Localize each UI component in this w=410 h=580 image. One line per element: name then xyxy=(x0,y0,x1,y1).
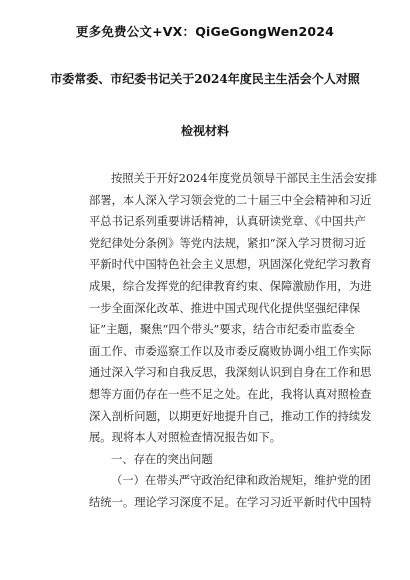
body-line: 结统一。理论学习深度不足。在学习习近平新时代中国特 xyxy=(89,495,372,509)
body-line: 党纪律处分条例》等党内法规，紧扣“深入学习贯彻习近 xyxy=(89,236,366,250)
body-line: 平新时代中国特色社会主义思想，巩固深化党纪学习教育 xyxy=(89,258,372,272)
body-line: 想等方面仍存在一些不足之处。在此，我将认真对照检查 xyxy=(89,387,372,401)
body-line: 成果，综合发挥党的纪律教育约束、保障激励作用，为进 xyxy=(89,279,372,293)
subsection-heading: （一）在带头严守政治纪律和政治规矩，维护党的团 xyxy=(111,474,371,488)
body-line: 按照关于开好2024年度党员领导干部民主生活会安排 xyxy=(111,172,377,185)
body-line: 平总书记系列重要讲话精神，认真研读党章、《中国共产 xyxy=(89,215,366,229)
body-line: 通过深入学习和自我反思，我深刻认识到自身在工作和思 xyxy=(89,366,372,380)
watermark-header: 更多免费公文+VX：QiGeGongWen2024 xyxy=(75,24,335,39)
document-body xyxy=(89,168,377,514)
section-heading: 一、存在的突出问题 xyxy=(111,452,213,466)
body-line: 深入剖析问题，以期更好地提升自己，推动工作的持续发 xyxy=(89,409,372,423)
body-line: 面工作、市委巡察工作以及市委反腐败协调小组工作实际 xyxy=(89,344,372,358)
body-line: 一步全面深化改革、推进中国式现代化提供坚强纪律保 xyxy=(89,301,361,315)
body-line: 证”主题，聚焦“四个带头”要求，结合市纪委市监委全 xyxy=(89,323,355,337)
body-line: 部署，本人深入学习领会党的二十届三中全会精神和习近 xyxy=(89,193,372,207)
body-line: 展。现将本人对照检查情况报告如下。 xyxy=(89,431,282,445)
document-title-line-2: 检视材料 xyxy=(180,124,229,138)
document-title-line-1: 市委常委、市纪委书记关于2024年度民主生活会个人对照 xyxy=(50,72,360,86)
